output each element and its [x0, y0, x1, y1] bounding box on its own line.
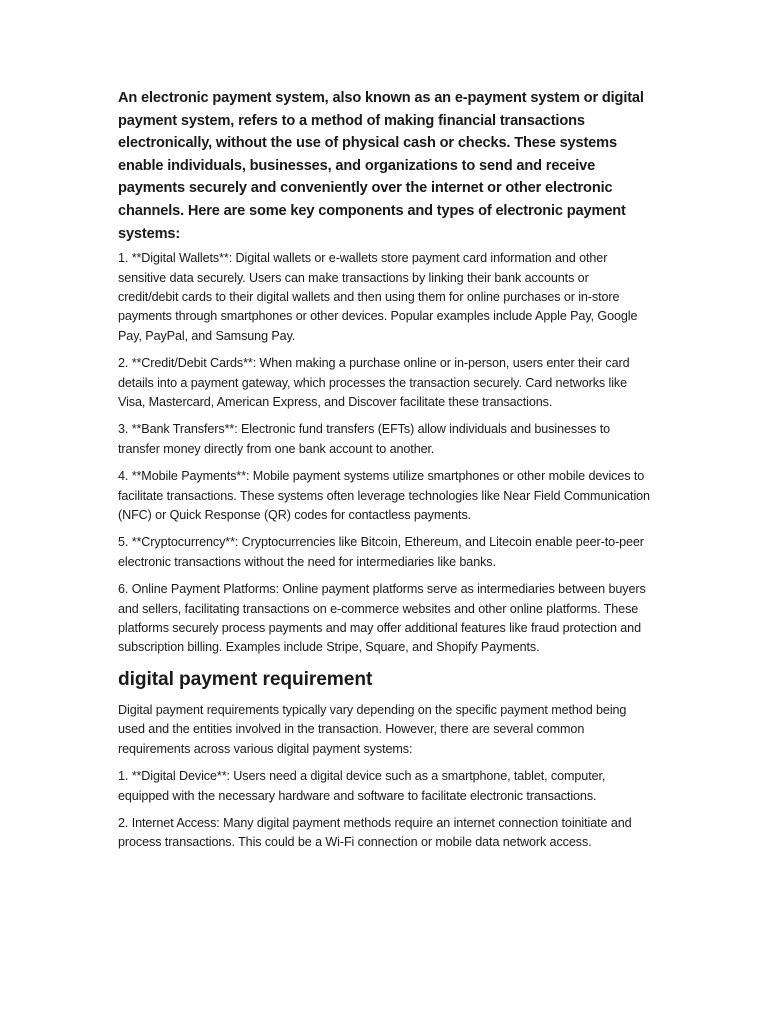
component-credit-debit-cards: 2. **Credit/Debit Cards**: When making a purchase online or in-person, users enter their card details into a payment gateway, which processes the transaction securely. Card networks like Visa, Mastercard, American Express, and Discover facilitate these transactions.: [118, 356, 630, 409]
component-cryptocurrency: 5. **Cryptocurrency**: Cryptocurrencies like Bitcoin, Ethereum, and Litecoin enable peer-to-peer electronic transactions without the need for intermediaries like banks.: [118, 535, 644, 569]
component-mobile-payments: 4. **Mobile Payments**: Mobile payment systems utilize smartphones or other mobile devices to facilitate transactions. These systems often leverage technologies like Near Field Communication (NFC) or Quick Response (QR) codes for contactless payments.: [118, 469, 650, 523]
document-page: [118, 87, 652, 861]
component-digital-wallets: 1. **Digital Wallets**: Digital wallets or e-wallets store payment card information and other sensitive data securely. Users can make transactions by linking their bank accounts or credit/debit cards to their digital wallets and then using them for online purchases or in-store payments through smartphones or other devices. Popular examples include Apple Pay, Google Pay, PayPal, and Samsung Pay.: [118, 251, 638, 343]
component-bank-transfers: 3. **Bank Transfers**: Electronic fund transfers (EFTs) allow individuals and businesses to transfer money directly from one bank account to another.: [118, 422, 611, 456]
intro-paragraph: An electronic payment system, also known as an e-payment system or digital payment system, refers to a method of making financial transactions electronically, without the use of physical cash or checks. These systems enable individuals, businesses, and organizations to send and receive payments securely and conveniently over the internet or other electronic channels. Here are some key components and types of electronic payment systems:: [118, 90, 644, 242]
requirement-internet-access: 2. Internet Access: Many digital payment methods require an internet connection toinitiate and process transactions. This could be a Wi-Fi connection or mobile data network access.: [118, 815, 632, 850]
requirements-intro: Digital payment requirements typically vary depending on the specific payment method being used and the entities involved in the transaction. However, there are several common requirements across various digital payment systems:: [118, 702, 627, 756]
section-heading: digital payment requirement: [118, 668, 373, 690]
requirement-digital-device: 1. **Digital Device**: Users need a digital device such as a smartphone, tablet, computer, equipped with the necessary hardware and software to facilitate electronic transactions.: [118, 769, 606, 803]
component-online-payment-platforms: 6. Online Payment Platforms: Online payment platforms serve as intermediaries between buyers and sellers, facilitating transactions on e-commerce websites and other online platforms. These platforms securely process payments and may offer additional features like fraud protection and subscription billing. Examples include Stripe, Square, and Shopify Payments.: [118, 582, 646, 655]
